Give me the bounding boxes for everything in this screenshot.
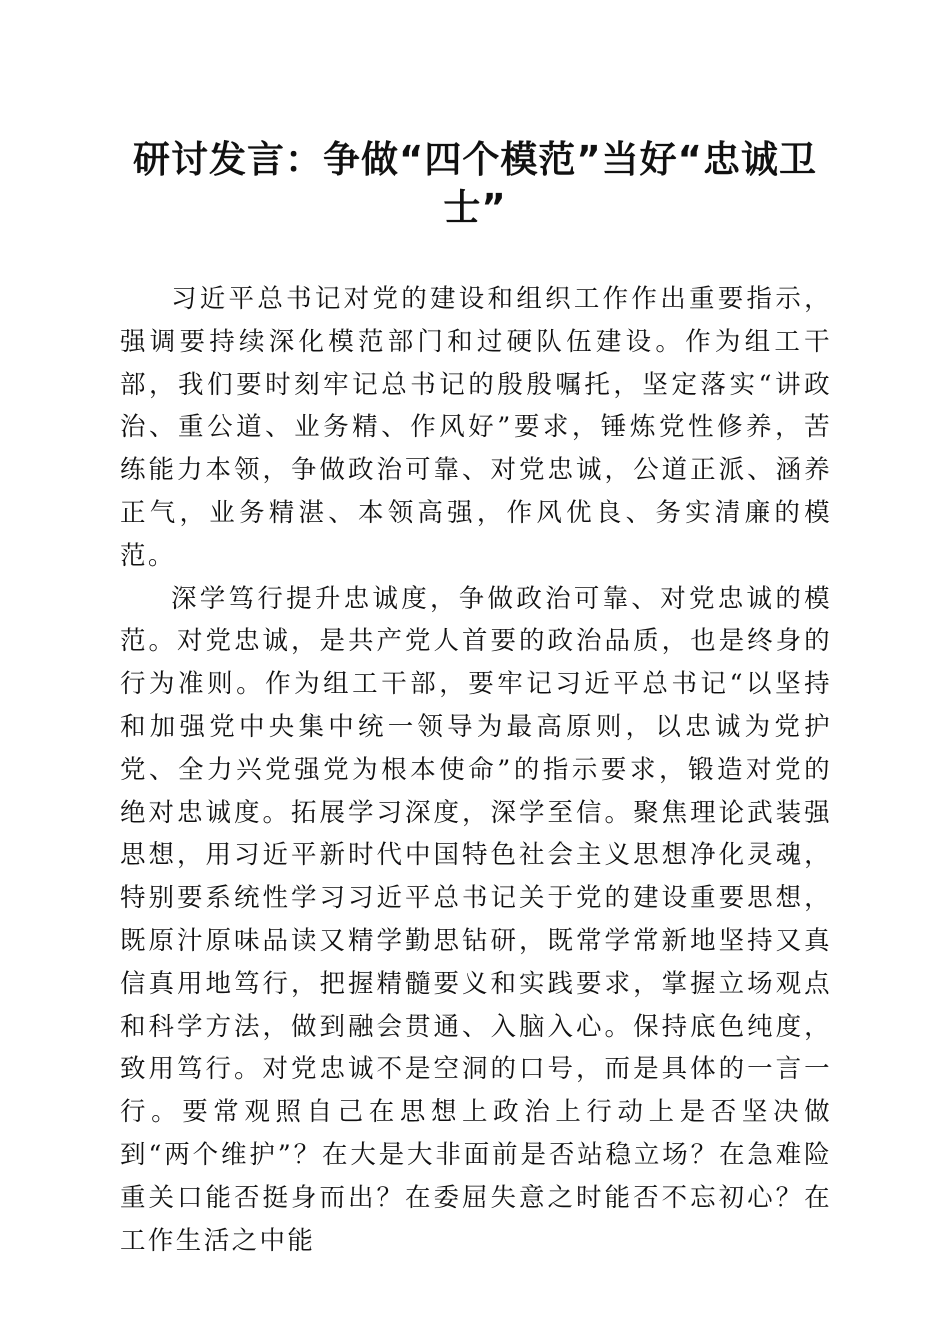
- paragraph: 深学笃行提升忠诚度，争做政治可靠、对党忠诚的模范。对党忠诚，是共产党人首要的政治品质，也是终身的行为准则。作为组工干部，要牢记习近平总书记“以坚持和加强党中央集中统一领导为最高原则，以忠诚为党护党、全力兴党强党为根本使命”的指示要求，锻造对党的绝对忠诚度。拓展学习深度，深学至信。聚焦理论武装强思想，用习近平新时代中国特色社会主义思想净化灵魂，特别要系统性学习习近平总书记关于党的建设重要思想，既原汁原味品读又精学勤思钻研，既常学常新地坚持又真信真用地笃行，把握精髓要义和实践要求，掌握立场观点和科学方法，做到融会贯通、入脑入心。保持底色纯度，致用笃行。对党忠诚不是空洞的口号，而是具体的一言一行。要常观照自己在思想上政治上行动上是否坚决做到“两个维护”？在大是大非面前是否站稳立场？在急难险重关口能否挺身而出？在委屈失意之时能否不忘初心？在工作生活之中能: [120, 583, 832, 1256]
- paragraph: 习近平总书记对党的建设和组织工作作出重要指示，强调要持续深化模范部门和过硬队伍建设。作为组工干部，我们要时刻牢记总书记的殷殷嘱托，坚定落实“讲政治、重公道、业务精、作风好”要求，锤炼党性修养，苦练能力本领，争做政治可靠、对党忠诚，公道正派、涵养正气，业务精湛、本领高强，作风优良、务实清廉的模范。: [120, 284, 832, 571]
- document-title: 研讨发言：争做“四个模范”当好“忠诚卫士”: [133, 138, 817, 229]
- document-body: [120, 278, 832, 1262]
